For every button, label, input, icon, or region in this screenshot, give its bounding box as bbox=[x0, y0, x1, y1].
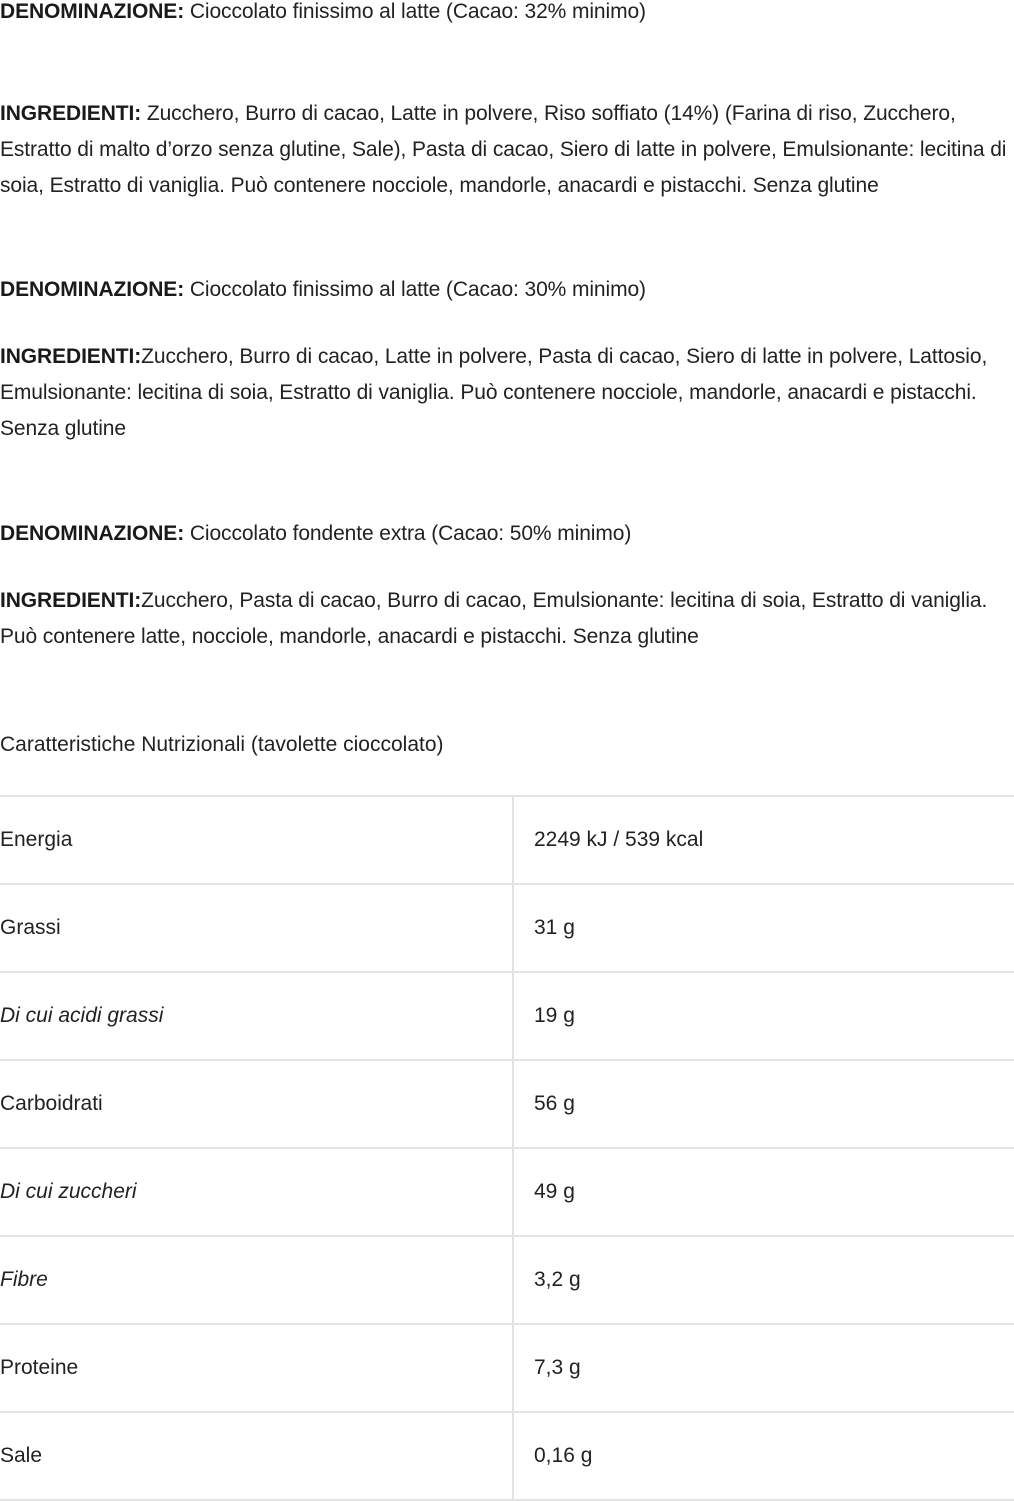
denominazione-3 bbox=[0, 516, 1010, 552]
nutrient-value: 56 g bbox=[513, 1060, 1014, 1148]
nutrient-value: 19 g bbox=[513, 972, 1014, 1060]
nutrient-value: 2249 kJ / 539 kcal bbox=[513, 796, 1014, 884]
nutrition-table bbox=[0, 795, 1014, 1501]
ingredienti-label: INGREDIENTI: bbox=[0, 102, 142, 125]
nutrient-name: Grassi bbox=[0, 884, 513, 972]
table-row bbox=[0, 1060, 1014, 1148]
denominazione-text: Cioccolato finissimo al latte (Cacao: 30% minimo) bbox=[184, 278, 646, 301]
table-row bbox=[0, 1412, 1014, 1500]
ingredienti-text: Zucchero, Pasta di cacao, Burro di cacao, Emulsionante: lecitina di soia, Estratto di vaniglia. Può contenere latte, nocciole, mandorle, anacardi e pistacchi. Senza glutine bbox=[0, 589, 988, 648]
nutrient-value: 7,3 g bbox=[513, 1324, 1014, 1412]
denominazione-text: Cioccolato fondente extra (Cacao: 50% minimo) bbox=[184, 522, 632, 545]
table-row bbox=[0, 1236, 1014, 1324]
denominazione-1 bbox=[0, 0, 1010, 30]
table-row bbox=[0, 1324, 1014, 1412]
ingredienti-1 bbox=[0, 96, 1010, 204]
table-row bbox=[0, 1148, 1014, 1236]
nutrient-value: 3,2 g bbox=[513, 1236, 1014, 1324]
denominazione-2 bbox=[0, 272, 1010, 308]
nutrient-name: Sale bbox=[0, 1412, 513, 1500]
nutrient-name: Fibre bbox=[0, 1236, 513, 1324]
ingredienti-2 bbox=[0, 339, 1010, 447]
ingredienti-label: INGREDIENTI: bbox=[0, 345, 142, 368]
nutrient-value: 49 g bbox=[513, 1148, 1014, 1236]
nutrient-name: Di cui acidi grassi bbox=[0, 972, 513, 1060]
nutrient-name: Energia bbox=[0, 796, 513, 884]
table-row bbox=[0, 884, 1014, 972]
ingredienti-text: Zucchero, Burro di cacao, Latte in polvere, Riso soffiato (14%) (Farina di riso, Zucchero, Estratto di malto d’orzo senza glutine, Sale), Pasta di cacao, Siero di latte in polvere, Emulsionante: lecitina di soia, Estratto di vaniglia. Può contenere nocciole, mandorle, anacardi e pistacchi. Senza glutine bbox=[0, 102, 1007, 197]
nutrient-value: 31 g bbox=[513, 884, 1014, 972]
nutrient-name: Carboidrati bbox=[0, 1060, 513, 1148]
table-row bbox=[0, 972, 1014, 1060]
nutrient-value: 0,16 g bbox=[513, 1412, 1014, 1500]
nutrient-name: Proteine bbox=[0, 1324, 513, 1412]
denominazione-label: DENOMINAZIONE: bbox=[0, 522, 185, 545]
ingredienti-3 bbox=[0, 583, 1010, 655]
ingredienti-label: INGREDIENTI: bbox=[0, 589, 142, 612]
nutrition-caption: Caratteristiche Nutrizionali (tavolette cioccolato) bbox=[0, 733, 444, 756]
denominazione-text: Cioccolato finissimo al latte (Cacao: 32% minimo) bbox=[184, 0, 646, 23]
denominazione-label: DENOMINAZIONE: bbox=[0, 278, 185, 301]
table-row bbox=[0, 796, 1014, 884]
ingredienti-text: Zucchero, Burro di cacao, Latte in polvere, Pasta di cacao, Siero di latte in polvere, Lattosio, Emulsionante: lecitina di soia, Estratto di vaniglia. Può contenere nocciole, mandorle, anacardi e pistacchi. Senza glutine bbox=[0, 345, 988, 440]
nutrient-name: Di cui zuccheri bbox=[0, 1148, 513, 1236]
denominazione-label: DENOMINAZIONE: bbox=[0, 0, 185, 23]
